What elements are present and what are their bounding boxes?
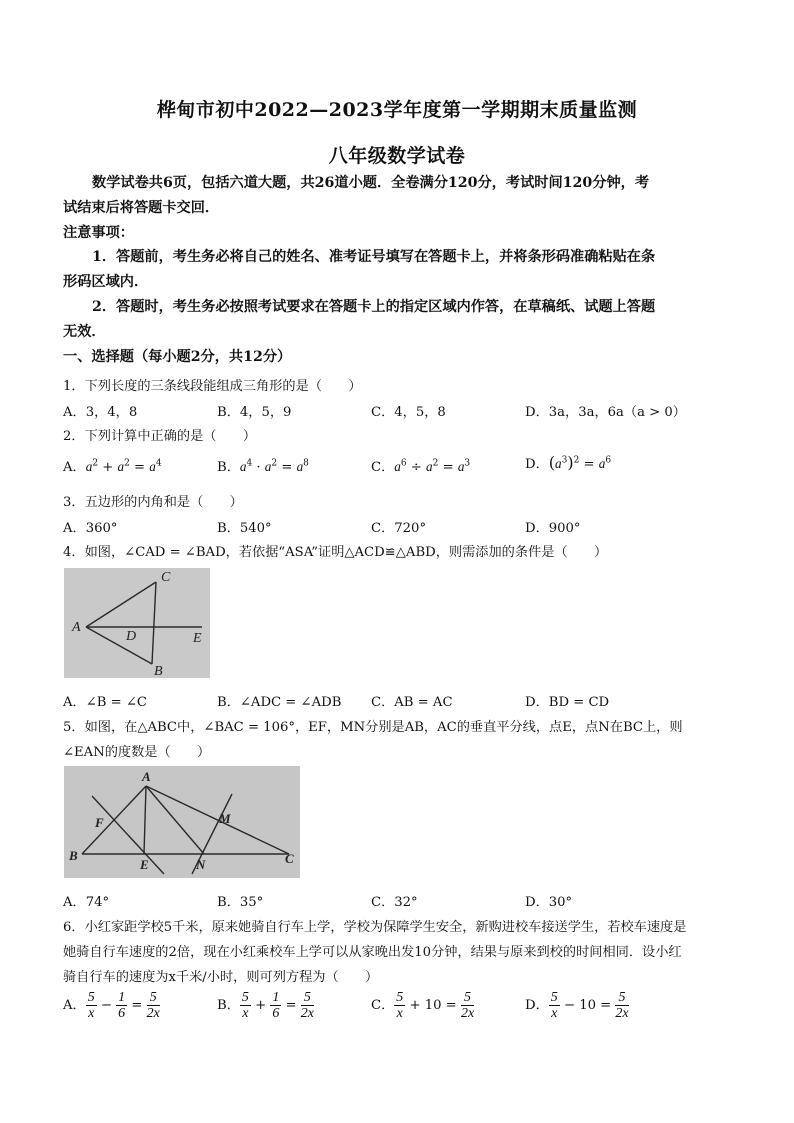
q4-label-d: D xyxy=(126,629,137,644)
q6-stem-line2: 她骑自行车速度的2倍，现在小红乘校车上学可以从家晚出发10分钟，结果与原来到校的时间相同．设小红 xyxy=(63,945,682,960)
q5-label-m: M xyxy=(219,811,231,826)
q2-option-c: C．$a^6 \div a^2 = a^3$ xyxy=(371,458,471,475)
q1-option-c: C．4，5，8 xyxy=(371,405,446,420)
q5-stem-line1: 5．如图，在△ABC中，∠BAC = 106°，EF，MN分别是AB，AC的垂直平分线，点E，点N在BC上，则 xyxy=(63,720,683,735)
q5-stem-line2: ∠EAN的度数是（ ） xyxy=(63,745,211,760)
q5-option-c: C．32° xyxy=(371,895,418,910)
note2-line2: 无效． xyxy=(63,324,106,340)
q4-option-a: A．∠B = ∠C xyxy=(63,695,148,710)
q4-option-b: B．∠ADC = ∠ADB xyxy=(217,695,342,710)
q4-label-b: B xyxy=(154,664,163,678)
intro-line2: 试结束后将答题卡交回． xyxy=(63,200,220,216)
q6-option-d: D． $\frac{5}{x}$ − 10 = $\frac{5}{2x}$ xyxy=(525,990,629,1021)
q6-stem-line3: 骑自行车的速度为x千米/小时，则可列方程为（ ） xyxy=(63,970,379,985)
q5-figure xyxy=(64,766,300,878)
q6-stem-line1: 6．小红家距学校5千米，原来她骑自行车上学，学校为保障学生安全，新购进校车接送学生，若校车速度是 xyxy=(63,920,687,935)
q2-option-b: B．$a^4 \cdot a^2 = a^8$ xyxy=(217,458,309,475)
q3-option-a: A．360° xyxy=(63,521,118,536)
section-heading: 一、选择题（每小题2分，共12分） xyxy=(63,349,292,365)
q3-stem: 3．五边形的内角和是（ ） xyxy=(63,495,243,510)
q4-label-c: C xyxy=(161,570,171,585)
exam-subtitle: 八年级数学试卷 xyxy=(328,145,466,167)
q4-option-c: C．AB = AC xyxy=(371,695,453,710)
q5-option-b: B．35° xyxy=(217,895,264,910)
q1-option-b: B．4，5，9 xyxy=(217,405,292,420)
q4-label-a: A xyxy=(72,620,81,635)
q1-option-d: D．3a，3a，6a（a > 0） xyxy=(525,405,686,420)
note1-line2: 形码区域内． xyxy=(63,274,149,290)
notes-heading: 注意事项： xyxy=(63,225,134,241)
q1-stem: 1．下列长度的三条线段能组成三角形的是（ ） xyxy=(63,379,362,394)
q5-option-a: A．74° xyxy=(63,895,110,910)
q6-option-c: C． $\frac{5}{x}$ + 10 = $\frac{5}{2x}$ xyxy=(371,990,475,1021)
exam-title: 桦甸市初中2022—2023学年度第一学期期末质量监测 xyxy=(156,99,638,121)
q5-label-n: N xyxy=(196,857,206,872)
q2-stem: 2．下列计算中正确的是（ ） xyxy=(63,429,257,444)
q5-label-c: C xyxy=(285,851,294,866)
note2-line1: 2．答题时，考生务必按照考试要求在答题卡上的指定区域内作答，在草稿纸、试题上答题 xyxy=(92,299,656,315)
q5-label-f: F xyxy=(95,815,104,830)
q6-option-a: A． $\frac{5}{x}$ − $\frac{1}{6}$ = $\frac{5}{2x}$ xyxy=(63,990,160,1021)
q5-option-d: D．30° xyxy=(525,895,573,910)
q3-option-b: B．540° xyxy=(217,521,272,536)
intro-line1: 数学试卷共6页，包括六道大题，共26道小题．全卷满分120分，考试时间120分钟，考 xyxy=(92,175,650,191)
q2-option-d: D．$(a^3)^2 = a^6$ xyxy=(525,453,612,472)
q4-option-d: D．BD = CD xyxy=(525,695,610,710)
q4-stem: 4．如图，∠CAD = ∠BAD，若依据“ASA”证明△ACD≌△ABD，则需添加的条件是（ ） xyxy=(63,545,608,560)
q2-option-a: A．$a^2 + a^2 = a^4$ xyxy=(63,458,162,475)
q3-option-d: D．900° xyxy=(525,521,581,536)
note1-line1: 1．答题前，考生务必将自己的姓名、准考证号填写在答题卡上，并将条形码准确粘贴在条 xyxy=(92,249,656,265)
q4-figure xyxy=(64,568,210,678)
q5-label-a: A xyxy=(142,769,151,784)
q1-option-a: A．3，4，8 xyxy=(63,405,138,420)
q5-label-e: E xyxy=(140,857,149,872)
q4-label-e: E xyxy=(193,631,202,646)
q6-option-b: B． $\frac{5}{x}$ + $\frac{1}{6}$ = $\frac{5}{2x}$ xyxy=(217,990,314,1021)
q5-label-b: B xyxy=(69,848,78,863)
q3-option-c: C．720° xyxy=(371,521,427,536)
